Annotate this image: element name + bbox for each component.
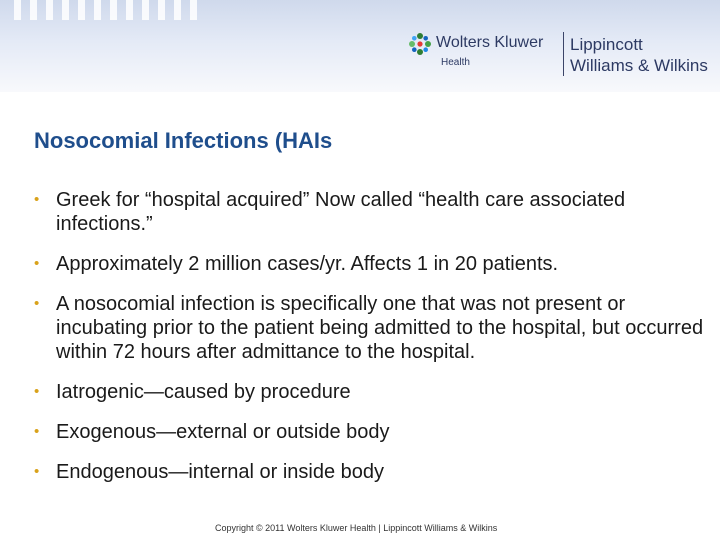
- bullet-dot-icon: •: [34, 463, 40, 480]
- header-stripe: [126, 0, 133, 20]
- bullet-item: [34, 252, 704, 276]
- bullet-text: Greek for “hospital acquired” Now called “health care associated infections.”: [56, 189, 626, 235]
- header-stripe: [78, 0, 85, 20]
- header-stripe: [14, 0, 21, 20]
- header-stripe: [30, 0, 37, 20]
- copyright-footer: Copyright © 2011 Wolters Kluwer Health | Lippincott Williams & Wilkins: [215, 523, 498, 533]
- header-stripe: [158, 0, 165, 20]
- logo-partner-line2: Williams & Wilkins: [570, 56, 708, 75]
- header-stripe: [62, 0, 69, 20]
- bullet-item: [34, 420, 704, 444]
- bullet-text: Iatrogenic—caused by procedure: [56, 381, 351, 403]
- bullet-text: Endogenous—internal or inside body: [56, 461, 384, 483]
- header-stripe: [94, 0, 101, 20]
- bullet-dot-icon: •: [34, 423, 40, 440]
- bullet-item: [34, 380, 704, 404]
- bullet-dot-icon: •: [34, 191, 40, 208]
- bullet-item: [34, 292, 704, 364]
- bullet-dot-icon: •: [34, 383, 40, 400]
- header-stripe: [190, 0, 197, 20]
- bullet-dot-icon: •: [34, 255, 40, 272]
- logo-divider: [563, 32, 564, 76]
- bullet-text: A nosocomial infection is specifically one that was not present or incubating prior to the patient being admitted to the hospital, but occurred within 72 hours after admittance to the hospital.: [56, 293, 704, 363]
- logo-partner-line1: Lippincott: [570, 35, 643, 54]
- header-stripe: [174, 0, 181, 20]
- slide-title: Nosocomial Infections (HAIs: [34, 128, 333, 153]
- bullet-dot-icon: •: [34, 295, 40, 312]
- bullet-item: [34, 188, 704, 236]
- bullet-item: [34, 460, 704, 484]
- wolters-kluwer-logo-icon: [408, 32, 432, 56]
- logo-division: Health: [441, 57, 470, 68]
- logo-company: Wolters Kluwer: [436, 34, 544, 51]
- bullet-list: [34, 188, 704, 500]
- publisher-logo: [408, 30, 713, 82]
- header-stripe: [142, 0, 149, 20]
- bullet-text: Approximately 2 million cases/yr. Affects 1 in 20 patients.: [56, 253, 559, 275]
- bullet-text: Exogenous—external or outside body: [56, 421, 390, 443]
- header-stripe: [110, 0, 117, 20]
- header-stripe: [46, 0, 53, 20]
